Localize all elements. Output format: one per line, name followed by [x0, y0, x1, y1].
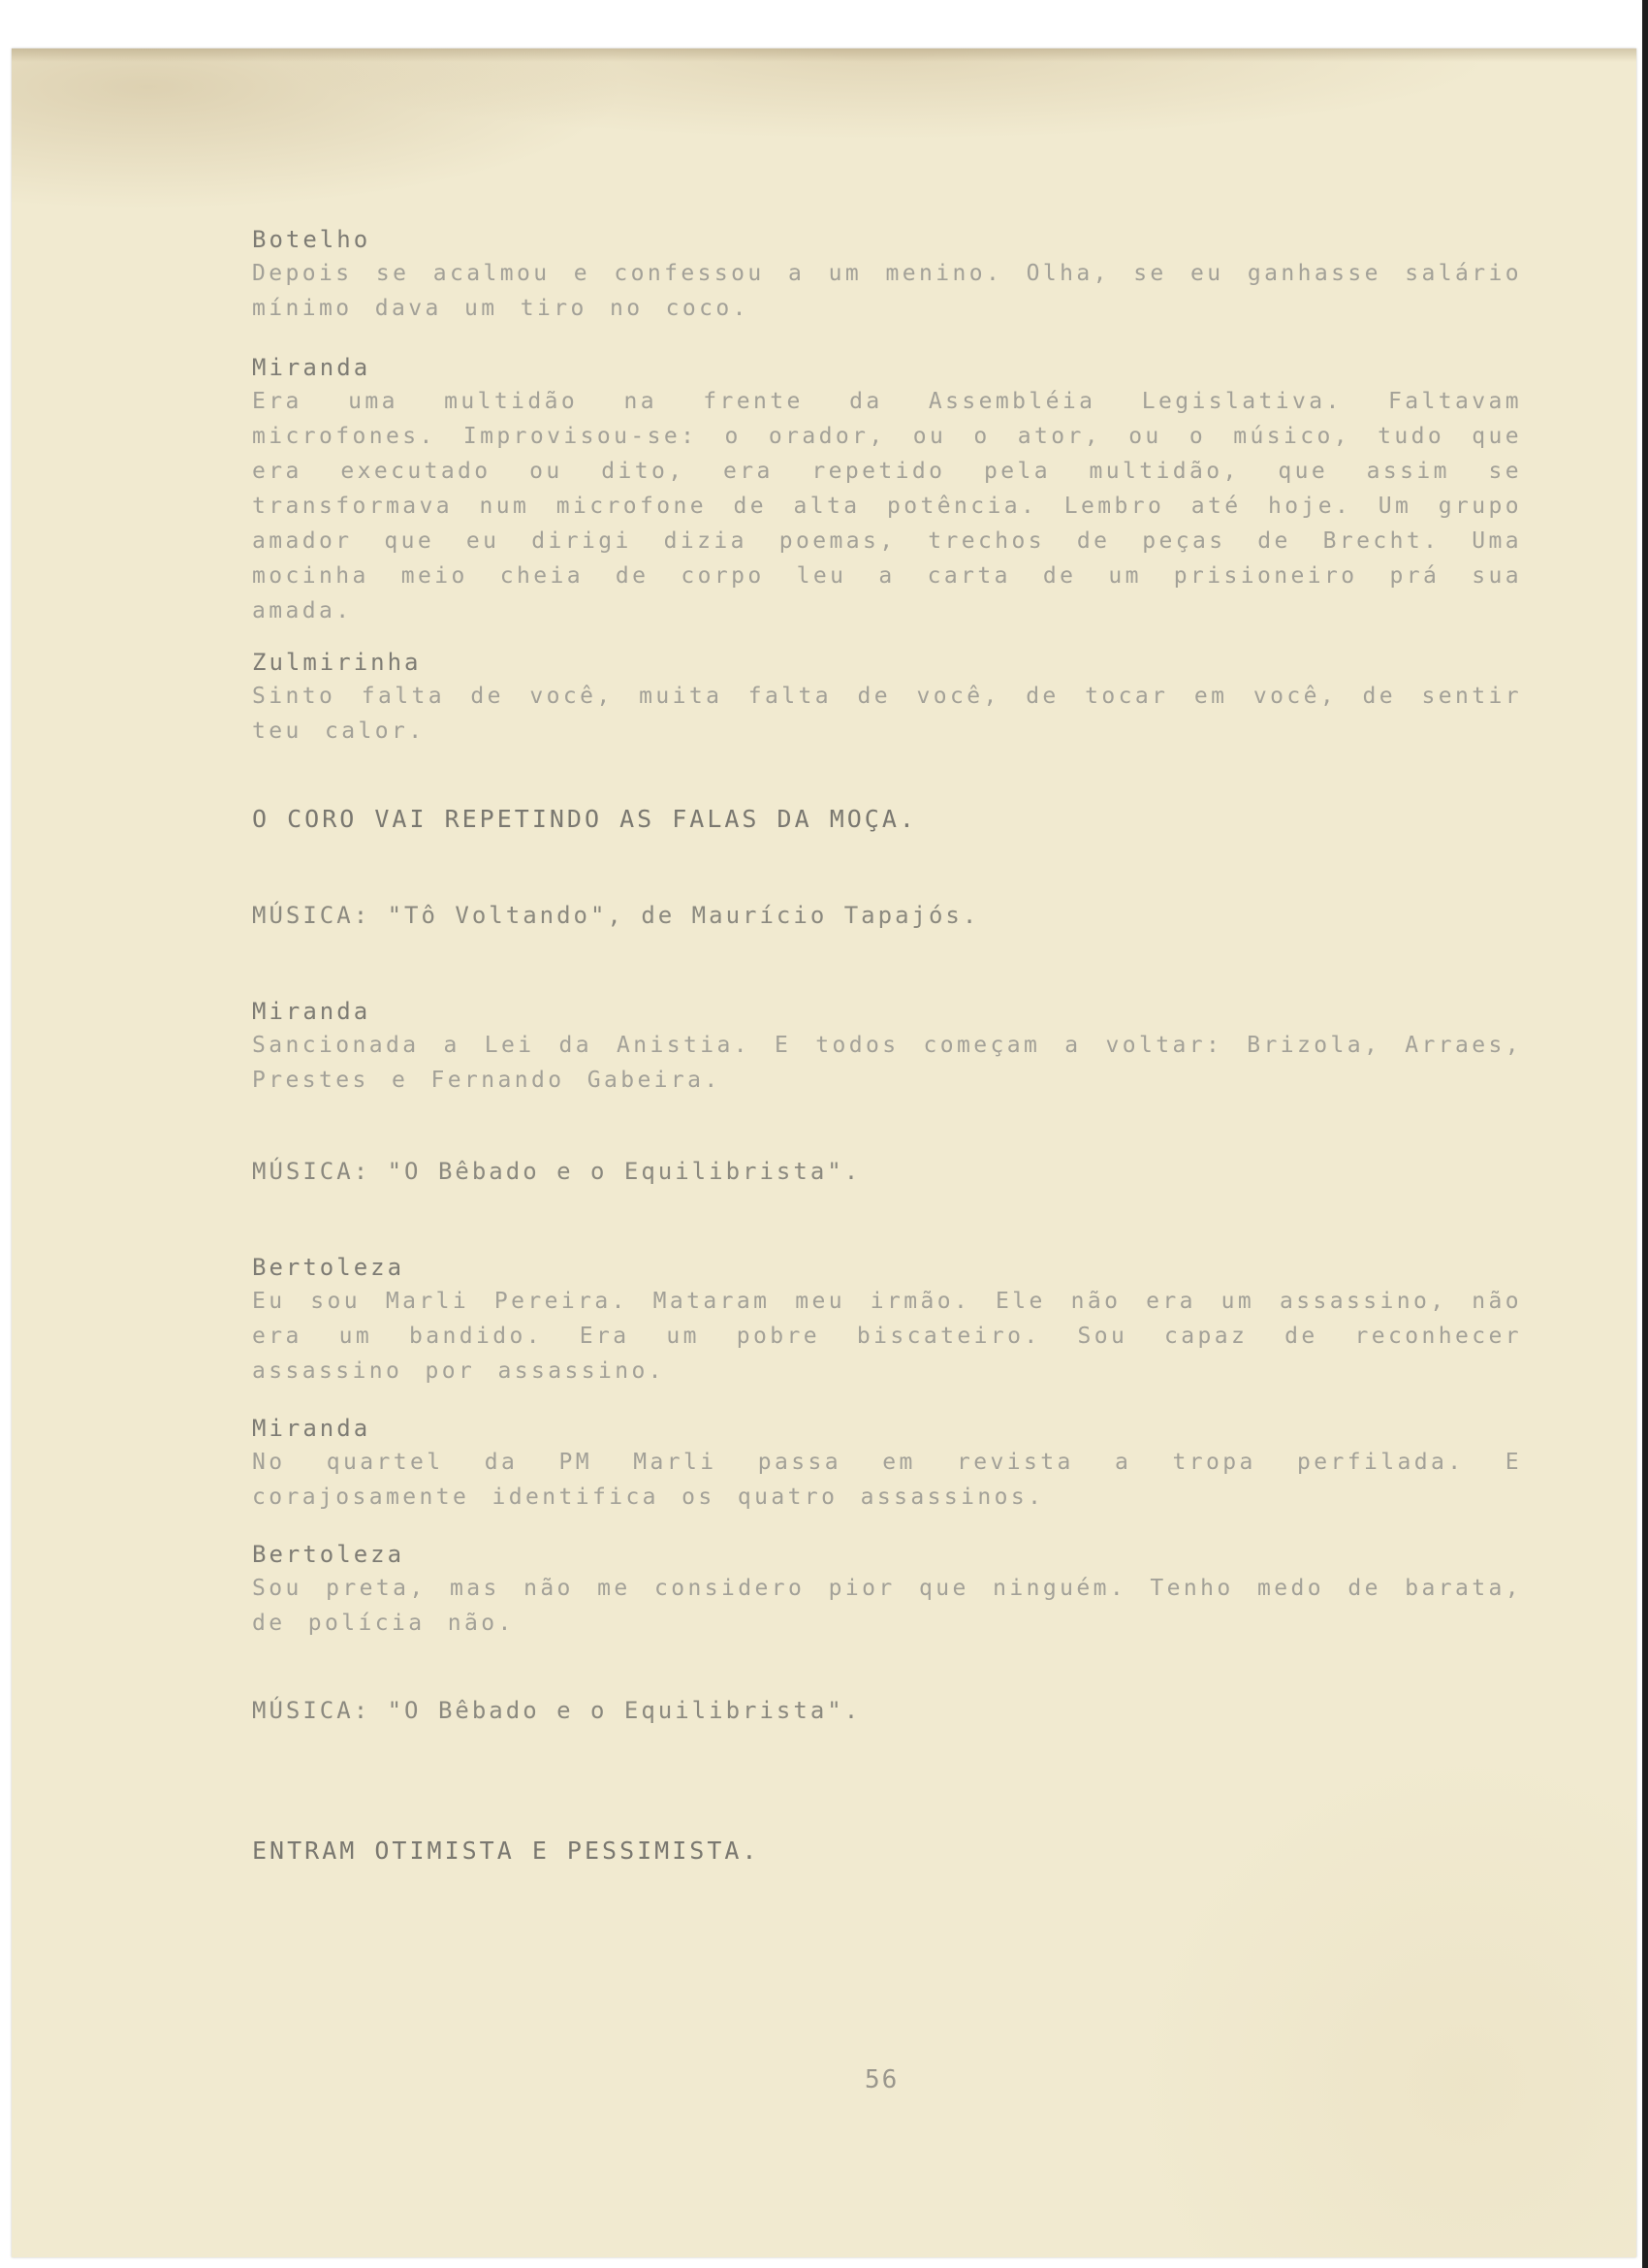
- speaker-name: Miranda: [252, 354, 371, 381]
- music-cue-2: [252, 1158, 1522, 1185]
- dialogue-bertoleza: [252, 1251, 1522, 1389]
- speech-text: Sancionada a Lei da Anistia. E todos começam a voltar: Brizola, Arraes, Prestes e Fernando Gabeira.: [252, 1033, 1522, 1093]
- dialogue-miranda-2: [252, 995, 1522, 1098]
- music-cue: MÚSICA: "Tô Voltando", de Maurício Tapajós.: [252, 902, 980, 929]
- speaker-name: Bertoleza: [252, 1541, 405, 1568]
- speaker-name: Miranda: [252, 1415, 371, 1442]
- music-cue: MÚSICA: "O Bêbado e o Equilibrista".: [252, 1697, 862, 1724]
- scanner-edge: [1642, 0, 1648, 2268]
- speech-text: Sinto falta de você, muita falta de você, de tocar em você, de sentir teu calor.: [252, 684, 1522, 744]
- speech-text: No quartel da PM Marli passa em revista a tropa perfilada. E corajosamente identifica os quatro assassinos.: [252, 1450, 1522, 1510]
- dialogue-miranda: [252, 351, 1522, 628]
- stage-direction-coro: [252, 805, 1522, 833]
- speech-text: Era uma multidão na frente da Assembléia Legislativa. Faltavam microfones. Improvisou-se: o orador, ou o ator, ou o músico, tudo que era executado ou dito, era repetido pela multidão, que assim se transformava num microfone de alta potência. Lembro até hoje. Um grupo amador que eu dirigi dizia poemas, trechos de peças de Brecht. Uma mocinha meio cheia de corpo leu a carta de um prisioneiro prá sua amada.: [252, 389, 1522, 623]
- music-cue-3: [252, 1697, 1522, 1724]
- stage-direction-entram: [252, 1837, 1522, 1865]
- music-cue-1: [252, 902, 1522, 929]
- speech-text: Depois se acalmou e confessou a um menino. Olha, se eu ganhasse salário mínimo dava um tiro no coco.: [252, 261, 1522, 321]
- stage-direction: ENTRAM OTIMISTA E PESSIMISTA.: [252, 1837, 760, 1865]
- speaker-name: Botelho: [252, 226, 371, 253]
- speech-text: Sou preta, mas não me considero pior que ninguém. Tenho medo de barata, de polícia não.: [252, 1576, 1522, 1636]
- speaker-name: Bertoleza: [252, 1254, 405, 1281]
- music-cue: MÚSICA: "O Bêbado e o Equilibrista".: [252, 1158, 862, 1185]
- speaker-name: Miranda: [252, 998, 371, 1025]
- speech-text: Eu sou Marli Pereira. Mataram meu irmão. Ele não era um assassino, não era um bandido. Era um pobre biscateiro. Sou capaz de reconhecer assassino por assassino.: [252, 1289, 1522, 1384]
- paper-sheet: [12, 48, 1636, 2257]
- page-number: 56: [865, 2065, 900, 2094]
- dialogue-bertoleza-2: [252, 1538, 1522, 1641]
- dialogue-miranda-3: [252, 1412, 1522, 1515]
- dialogue-zulmirinha: [252, 646, 1522, 749]
- stage-direction: O CORO VAI REPETINDO AS FALAS DA MOÇA.: [252, 805, 917, 833]
- speaker-name: Zulmirinha: [252, 649, 422, 676]
- dialogue-botelho: [252, 223, 1522, 326]
